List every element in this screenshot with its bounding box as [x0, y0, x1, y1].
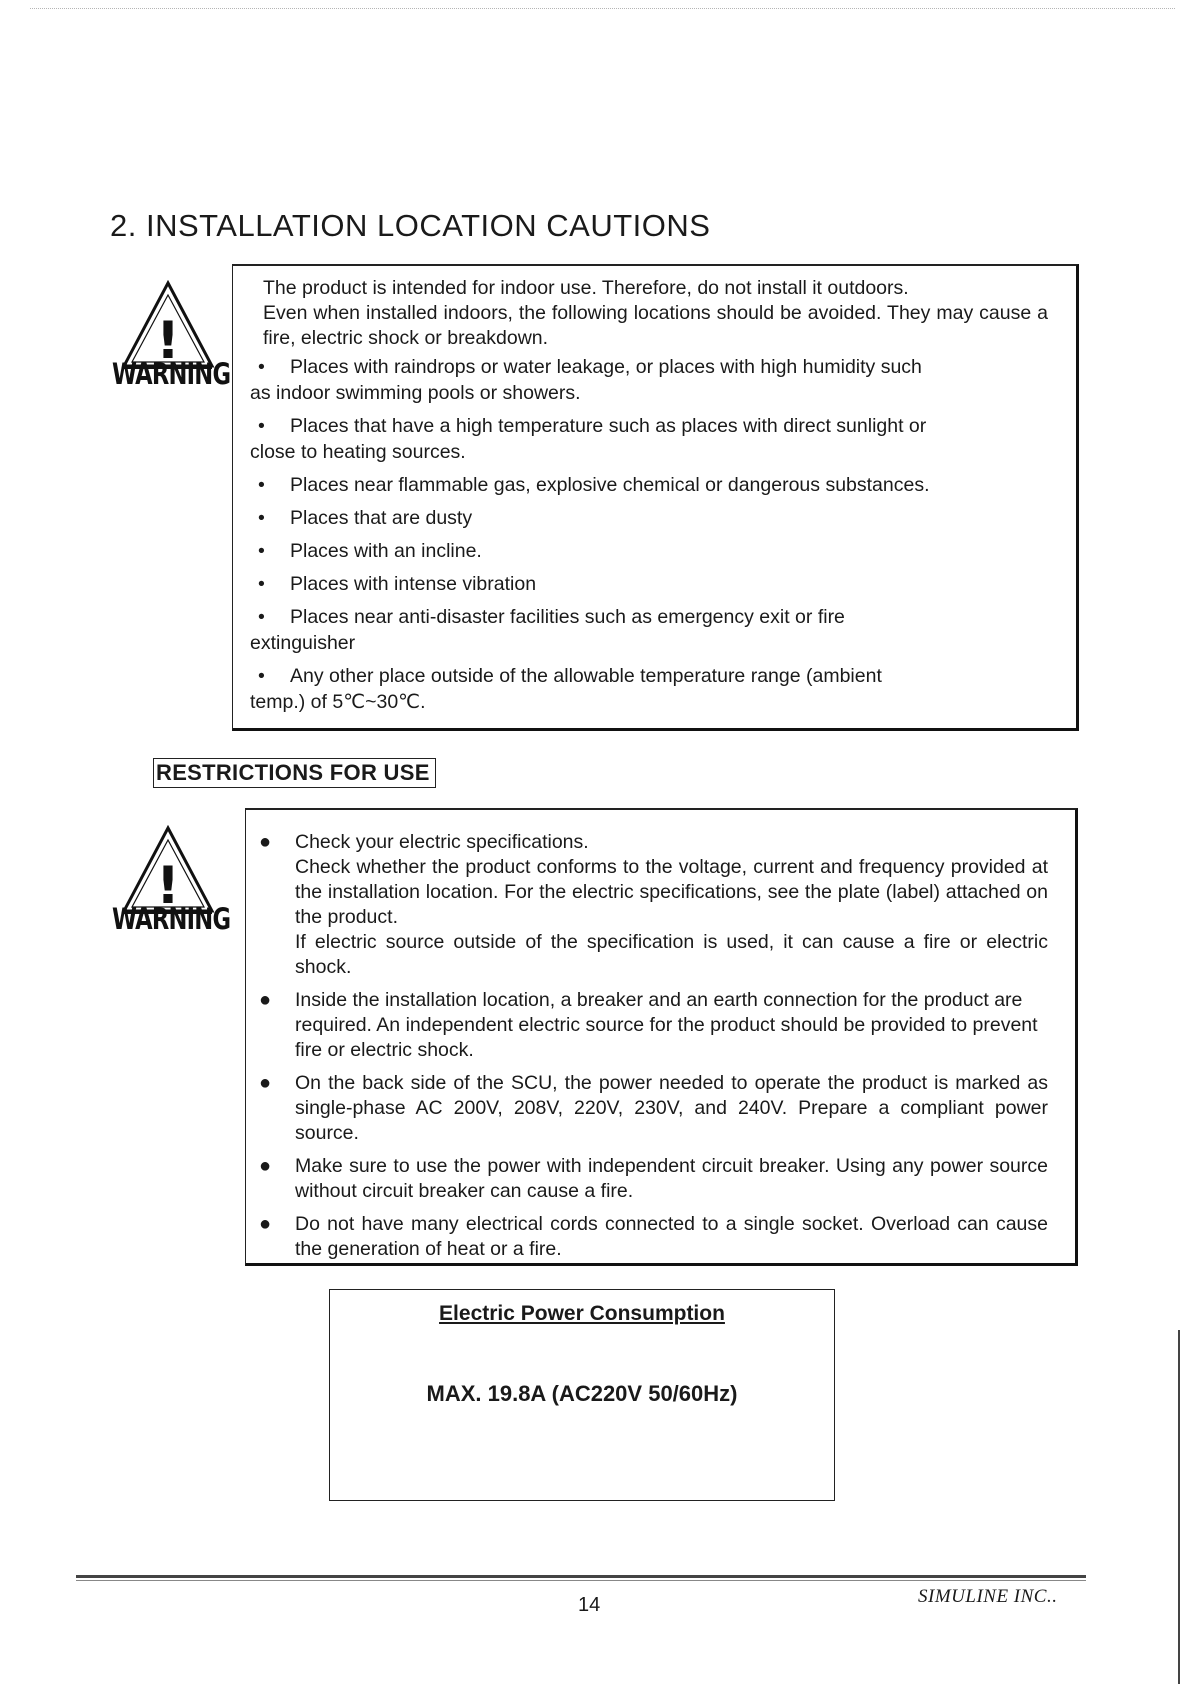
- caution-item: • Places near flammable gas, explosive chemical or dangerous substances.: [258, 474, 930, 496]
- bullet-dot: •: [258, 415, 265, 437]
- restriction-item: ● Do not have many electrical cords connected to a single socket. Overload can cause the generation of heat or a fire.: [259, 1213, 1048, 1260]
- footer-rule-thin: [76, 1580, 1086, 1581]
- restrictions-box: [245, 808, 1078, 1266]
- caution-list: [250, 354, 1060, 722]
- bullet-dot: ●: [259, 831, 272, 853]
- exclamation-mark: !: [156, 856, 180, 916]
- bullet-dot: ●: [259, 1072, 272, 1094]
- restrictions-list: [258, 830, 1048, 1270]
- caution-item: • Places with raindrops or water leakage, or places with high humidity such as indoor swimming pools or showers.: [250, 356, 922, 404]
- bullet-dot: •: [258, 573, 265, 595]
- cautions-intro: [263, 276, 1048, 351]
- restriction-item: ● Check your electric specifications. Check whether the product conforms to the voltage, current and frequency provided at the installation location. For the electric specifications, see the plate (label) attached on the product. If electric source outside of the specification is used, it can cause a fire or electric shock.: [259, 831, 1048, 978]
- page-title: 2. INSTALLATION LOCATION CAUTIONS: [110, 208, 711, 243]
- caution-item: • Places that are dusty: [258, 507, 473, 529]
- bullet-dot: •: [258, 606, 265, 628]
- bullet-dot: ●: [259, 989, 272, 1011]
- caution-item: • Places with intense vibration: [258, 573, 537, 595]
- top-scan-border: [30, 8, 1175, 9]
- restriction-item: ● Inside the installation location, a breaker and an earth connection for the product are required. An independent electric source for the product should be provided to prevent fire or electric shock.: [259, 989, 1038, 1061]
- warning-sign-2: [112, 825, 231, 943]
- power-consumption-title: Electric Power Consumption: [439, 1302, 725, 1325]
- warning-label: WARNING: [112, 902, 231, 936]
- restriction-item: ● On the back side of the SCU, the power needed to operate the product is marked as single-phase AC 200V, 208V, 220V, 230V, and 240V. Prepare a compliant power source.: [259, 1072, 1048, 1144]
- caution-item: • Places near anti-disaster facilities such as emergency exit or fire extinguisher: [250, 606, 845, 654]
- scan-edge-line: [1178, 1330, 1180, 1684]
- power-consumption-box: [329, 1289, 835, 1501]
- caution-item: • Places that have a high temperature such as places with direct sunlight or close to heating sources.: [250, 415, 927, 463]
- footer-rule: [76, 1575, 1086, 1578]
- exclamation-mark: !: [156, 311, 180, 371]
- bullet-dot: •: [258, 356, 265, 378]
- company-name: SIMULINE INC..: [918, 1586, 1058, 1607]
- page-number: 14: [578, 1594, 601, 1616]
- intro-line-1: The product is intended for indoor use. Therefore, do not install it outdoors.: [263, 277, 909, 299]
- bullet-dot: •: [258, 507, 265, 529]
- bullet-dot: •: [258, 474, 265, 496]
- location-cautions-box: [232, 264, 1079, 731]
- restriction-item: ● Make sure to use the power with independent circuit breaker. Using any power source without circuit breaker can cause a fire.: [259, 1155, 1048, 1202]
- bullet-dot: ●: [259, 1213, 272, 1235]
- bullet-dot: •: [258, 540, 265, 562]
- warning-label: WARNING: [112, 357, 231, 391]
- caution-item: • Any other place outside of the allowable temperature range (ambient temp.) of 5℃~30℃.: [250, 665, 882, 713]
- restrictions-heading: RESTRICTIONS FOR USE: [153, 758, 436, 788]
- power-consumption-value: MAX. 19.8A (AC220V 50/60Hz): [426, 1381, 738, 1406]
- caution-item: • Places with an incline.: [258, 540, 482, 562]
- bullet-dot: •: [258, 665, 265, 687]
- warning-sign-1: [112, 280, 231, 398]
- intro-line-2: Even when installed indoors, the following locations should be avoided. They may cause a fire, electric shock or breakdown.: [263, 302, 1048, 349]
- bullet-dot: ●: [259, 1155, 272, 1177]
